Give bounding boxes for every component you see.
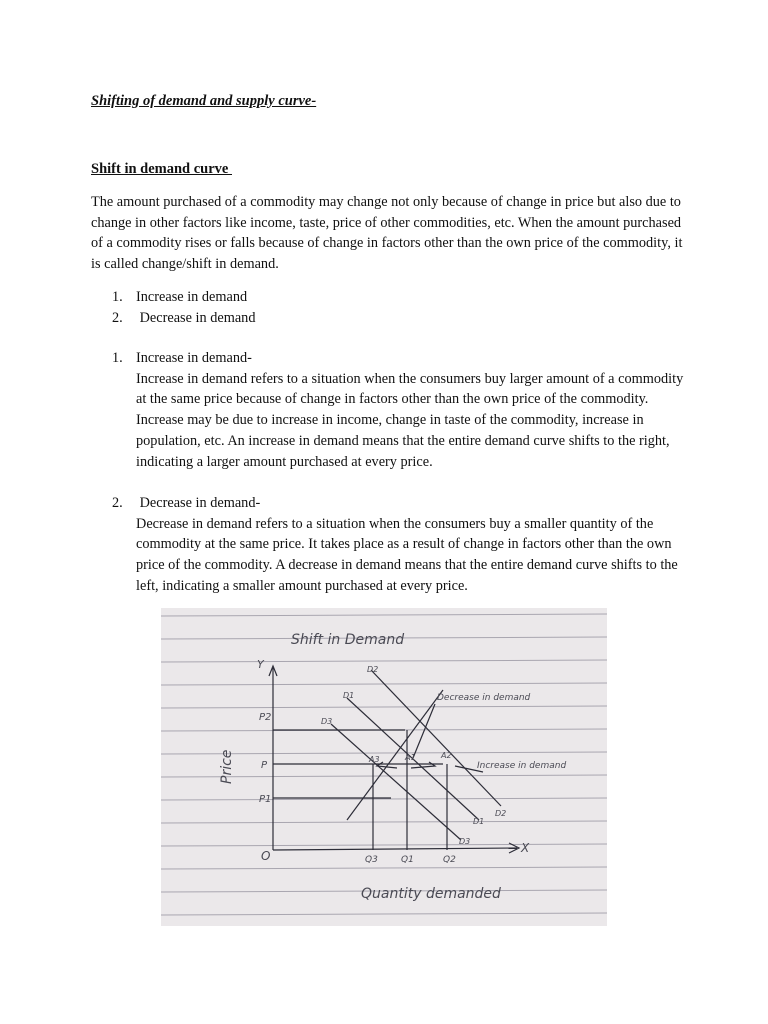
decrease-section [112, 493, 692, 597]
section-header [112, 493, 692, 514]
curve-label-d1-bottom: D1 [473, 817, 485, 826]
list-item [112, 287, 255, 308]
section-header [112, 348, 692, 369]
increase-annotation: Increase in demand [477, 761, 567, 771]
list-number: 1. [112, 289, 123, 305]
types-list [112, 287, 255, 328]
y-axis-title: Price [219, 749, 235, 784]
curve-label-d2-bottom: D2 [495, 809, 507, 818]
price-label-p1: P1 [259, 794, 272, 805]
curve-label-d3-top: D3 [321, 717, 333, 726]
section-body: Decrease in demand refers to a situation when the consumers buy a smaller quantity of the commodity at the same price. It takes place as a result of change in factors other than the own price of the commodity. A decrease in demand means that the entire demand curve shifts to the left, indicating a smaller amount purchased at every price. [136, 515, 678, 594]
section-heading: Shift in demand curve [91, 161, 232, 177]
qty-label-q1: Q1 [401, 855, 414, 865]
point-label-a3: A3 [369, 755, 380, 764]
increase-arrow [411, 762, 435, 768]
x-axis [273, 848, 517, 850]
list-item [112, 308, 255, 329]
increase-section [112, 348, 692, 472]
price-label-p2: P2 [259, 712, 272, 723]
qty-label-q3: Q3 [365, 855, 378, 865]
section-number: 1. [112, 350, 123, 366]
decrease-annotation: Decrease in demand [437, 693, 531, 703]
section-title: Increase in demand- [136, 350, 252, 366]
section-body: Increase in demand refers to a situation when the consumers buy larger amount of a commodity at the same price because of change in factors other than the own price of the commodity. Increase may be due to increase in income, change in taste of the commodity, increase in population, etc. An increase in demand means that the entire demand curve shifts to the right, indicating a larger amount purchased at every price. [136, 370, 684, 470]
y-axis-letter: Y [257, 658, 264, 671]
list-text: Decrease in demand [136, 309, 256, 326]
list-text: Increase in demand [136, 289, 248, 305]
supply-line [347, 690, 443, 820]
demand-shift-photo [161, 608, 607, 926]
x-axis-title: Quantity demanded [361, 886, 501, 902]
x-axis-letter: X [521, 841, 530, 855]
intro-paragraph: The amount purchased of a commodity may change not only because of change in price but also due to change in other factors like income, taste, price of other commodities, etc. When the amount purchased of a commodity rises or falls because of change in factors other than the own price of the commodity, it is called change/shift in demand. [91, 194, 683, 273]
page-title: Shifting of demand and supply curve- [91, 93, 317, 109]
section-number: 2. [112, 495, 123, 511]
point-label-a2: A2 [441, 751, 452, 760]
decrease-pointer [413, 704, 435, 758]
curve-label-d2-top: D2 [367, 665, 379, 674]
curve-label-d3-bottom: D3 [459, 837, 471, 846]
hand-drawn-graph [161, 608, 607, 926]
figure-title: Shift in Demand [291, 632, 405, 648]
price-label-p: P [261, 760, 268, 771]
section-title: Decrease in demand- [136, 495, 261, 511]
point-label-a1: A1 [405, 753, 416, 762]
qty-label-q2: Q2 [443, 855, 456, 865]
list-number: 2. [112, 309, 123, 326]
origin-label: O [261, 849, 271, 863]
curve-label-d1-top: D1 [343, 691, 355, 700]
